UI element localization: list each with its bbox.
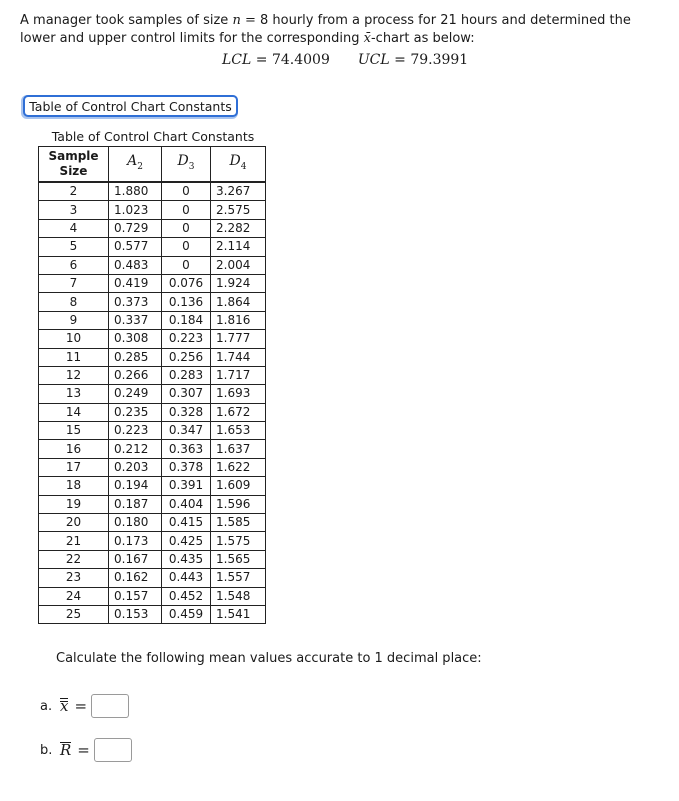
header-d3-letter: D: [177, 152, 189, 169]
cell-sample-size: 23: [39, 569, 109, 587]
control-chart-table-button[interactable]: Table of Control Chart Constants: [23, 95, 238, 117]
sample-size-value: 8: [259, 13, 269, 28]
table-row: [39, 219, 266, 237]
question-b: [40, 738, 132, 762]
header-d3-sub: 3: [188, 161, 195, 172]
cell-sample-size: 13: [39, 385, 109, 403]
cell-d4: 1.548: [211, 587, 266, 605]
cell-a2: 0.308: [109, 330, 162, 348]
header-d4-sub: 4: [240, 161, 247, 172]
cell-d3: 0.443: [162, 569, 211, 587]
cell-sample-size: 25: [39, 605, 109, 623]
lcl-value: 74.4009: [271, 52, 330, 68]
ucl-value: 79.3991: [410, 52, 469, 68]
cell-sample-size: 8: [39, 293, 109, 311]
table-row: [39, 550, 266, 568]
table-row: [39, 256, 266, 274]
header-sample-size: [39, 147, 109, 183]
grand-mean-input[interactable]: [91, 694, 129, 718]
cell-sample-size: 16: [39, 440, 109, 458]
cell-a2: 0.373: [109, 293, 162, 311]
question-a-letter: a.: [40, 698, 53, 714]
cell-d3: 0: [162, 256, 211, 274]
cell-sample-size: 17: [39, 458, 109, 476]
cell-d4: 1.596: [211, 495, 266, 513]
cell-d3: 0.425: [162, 532, 211, 550]
table-row: [39, 587, 266, 605]
table-row: [39, 201, 266, 219]
problem-text-start: A manager took samples of size: [20, 13, 233, 28]
cell-d3: 0.223: [162, 330, 211, 348]
header-d4: [211, 147, 266, 183]
cell-a2: 1.023: [109, 201, 162, 219]
cell-a2: 0.180: [109, 514, 162, 532]
cell-sample-size: 10: [39, 330, 109, 348]
cell-d3: 0.347: [162, 422, 211, 440]
equals-sign: =: [240, 13, 260, 28]
cell-d4: 2.575: [211, 201, 266, 219]
cell-a2: 0.173: [109, 532, 162, 550]
cell-sample-size: 15: [39, 422, 109, 440]
cell-d3: 0.452: [162, 587, 211, 605]
cell-a2: 0.187: [109, 495, 162, 513]
header-d4-letter: D: [229, 152, 241, 169]
question-b-letter: b.: [40, 742, 53, 758]
table-row: [39, 440, 266, 458]
header-sample-label: Sample: [48, 149, 99, 163]
lcl-equals: =: [251, 52, 272, 68]
cell-d4: 1.864: [211, 293, 266, 311]
table-row: [39, 569, 266, 587]
cell-a2: 0.337: [109, 311, 162, 329]
cell-sample-size: 22: [39, 550, 109, 568]
cell-d4: 1.777: [211, 330, 266, 348]
grand-mean-symbol: [60, 697, 68, 715]
cell-a2: 0.223: [109, 422, 162, 440]
table-row: [39, 477, 266, 495]
cell-d3: 0.404: [162, 495, 211, 513]
table-caption: Table of Control Chart Constants: [51, 129, 255, 144]
cell-d3: 0.435: [162, 550, 211, 568]
cell-d3: 0.378: [162, 458, 211, 476]
cell-d4: 1.609: [211, 477, 266, 495]
cell-d4: 1.585: [211, 514, 266, 532]
cell-sample-size: 4: [39, 219, 109, 237]
table-row: [39, 495, 266, 513]
cell-d4: 1.924: [211, 274, 266, 292]
cell-d4: 1.541: [211, 605, 266, 623]
question-a: [40, 694, 129, 718]
cell-sample-size: 19: [39, 495, 109, 513]
header-size-label: Size: [59, 164, 88, 178]
sample-size-symbol: n: [232, 13, 241, 28]
table-row: [39, 532, 266, 550]
cell-d4: 2.282: [211, 219, 266, 237]
problem-text-middle: hourly from a process for 21 hours and determined the lower and upper control limits for the corresponding: [20, 13, 631, 46]
cell-a2: 0.266: [109, 366, 162, 384]
cell-a2: 0.153: [109, 605, 162, 623]
instruction-text: Calculate the following mean values accurate to 1 decimal place:: [56, 651, 482, 666]
cell-a2: 0.249: [109, 385, 162, 403]
table-row: [39, 385, 266, 403]
cell-d4: 1.575: [211, 532, 266, 550]
cell-d3: 0.415: [162, 514, 211, 532]
table-row: [39, 514, 266, 532]
cell-d3: 0.363: [162, 440, 211, 458]
cell-sample-size: 21: [39, 532, 109, 550]
cell-d4: 1.653: [211, 422, 266, 440]
table-row: [39, 182, 266, 201]
table-row: [39, 605, 266, 623]
table-row: [39, 311, 266, 329]
table-row: [39, 238, 266, 256]
header-d3: [162, 147, 211, 183]
ucl-equals: =: [389, 52, 411, 68]
xbar-symbol: x̄: [363, 31, 371, 46]
cell-d4: 1.622: [211, 458, 266, 476]
cell-a2: 0.235: [109, 403, 162, 421]
cell-d4: 3.267: [211, 182, 266, 201]
lcl-label: LCL: [222, 52, 252, 68]
cell-sample-size: 14: [39, 403, 109, 421]
cell-sample-size: 3: [39, 201, 109, 219]
cell-d4: 1.672: [211, 403, 266, 421]
cell-a2: 1.880: [109, 182, 162, 201]
cell-sample-size: 6: [39, 256, 109, 274]
cell-d3: 0.283: [162, 366, 211, 384]
control-chart-constants-table: [38, 146, 266, 624]
table-row: [39, 366, 266, 384]
cell-d3: 0.136: [162, 293, 211, 311]
cell-d3: 0: [162, 238, 211, 256]
table-row: [39, 458, 266, 476]
cell-d3: 0.256: [162, 348, 211, 366]
table-row: [39, 348, 266, 366]
cell-d4: 1.717: [211, 366, 266, 384]
cell-a2: 0.212: [109, 440, 162, 458]
cell-a2: 0.419: [109, 274, 162, 292]
cell-d4: 1.565: [211, 550, 266, 568]
cell-d3: 0.307: [162, 385, 211, 403]
cell-d4: 1.693: [211, 385, 266, 403]
cell-d4: 1.637: [211, 440, 266, 458]
cell-a2: 0.203: [109, 458, 162, 476]
table-row: [39, 293, 266, 311]
mean-range-letter: R: [60, 741, 72, 759]
cell-d3: 0.076: [162, 274, 211, 292]
table-body: [39, 182, 266, 624]
cell-d4: 1.557: [211, 569, 266, 587]
question-b-equals: =: [77, 741, 90, 759]
problem-statement: [20, 12, 660, 48]
cell-a2: 0.167: [109, 550, 162, 568]
header-a2-letter: A: [127, 152, 138, 169]
cell-d3: 0.391: [162, 477, 211, 495]
problem-text-end: -chart as below:: [370, 31, 475, 46]
table-row: [39, 422, 266, 440]
mean-range-symbol: [60, 741, 71, 759]
cell-sample-size: 2: [39, 182, 109, 201]
cell-sample-size: 11: [39, 348, 109, 366]
cell-a2: 0.157: [109, 587, 162, 605]
cell-a2: 0.285: [109, 348, 162, 366]
cell-d3: 0.328: [162, 403, 211, 421]
cell-d4: 1.744: [211, 348, 266, 366]
header-a2: [109, 147, 162, 183]
cell-a2: 0.729: [109, 219, 162, 237]
table-header-row: [39, 147, 266, 183]
cell-d3: 0: [162, 182, 211, 201]
table-row: [39, 274, 266, 292]
cell-a2: 0.577: [109, 238, 162, 256]
cell-sample-size: 5: [39, 238, 109, 256]
cell-a2: 0.162: [109, 569, 162, 587]
cell-sample-size: 12: [39, 366, 109, 384]
question-a-equals: =: [74, 697, 88, 715]
cell-d3: 0: [162, 219, 211, 237]
table-row: [39, 403, 266, 421]
cell-a2: 0.483: [109, 256, 162, 274]
cell-d4: 2.004: [211, 256, 266, 274]
cell-sample-size: 24: [39, 587, 109, 605]
mean-range-input[interactable]: [94, 738, 132, 762]
header-a2-sub: 2: [137, 161, 143, 172]
cell-a2: 0.194: [109, 477, 162, 495]
cell-d3: 0.184: [162, 311, 211, 329]
ucl-label: UCL: [357, 52, 390, 68]
control-limits: [222, 52, 468, 68]
cell-d4: 1.816: [211, 311, 266, 329]
cell-d4: 2.114: [211, 238, 266, 256]
cell-sample-size: 20: [39, 514, 109, 532]
grand-mean-letter: x: [60, 697, 69, 715]
cell-sample-size: 9: [39, 311, 109, 329]
cell-sample-size: 7: [39, 274, 109, 292]
table-row: [39, 330, 266, 348]
cell-d3: 0.459: [162, 605, 211, 623]
cell-d3: 0: [162, 201, 211, 219]
cell-sample-size: 18: [39, 477, 109, 495]
